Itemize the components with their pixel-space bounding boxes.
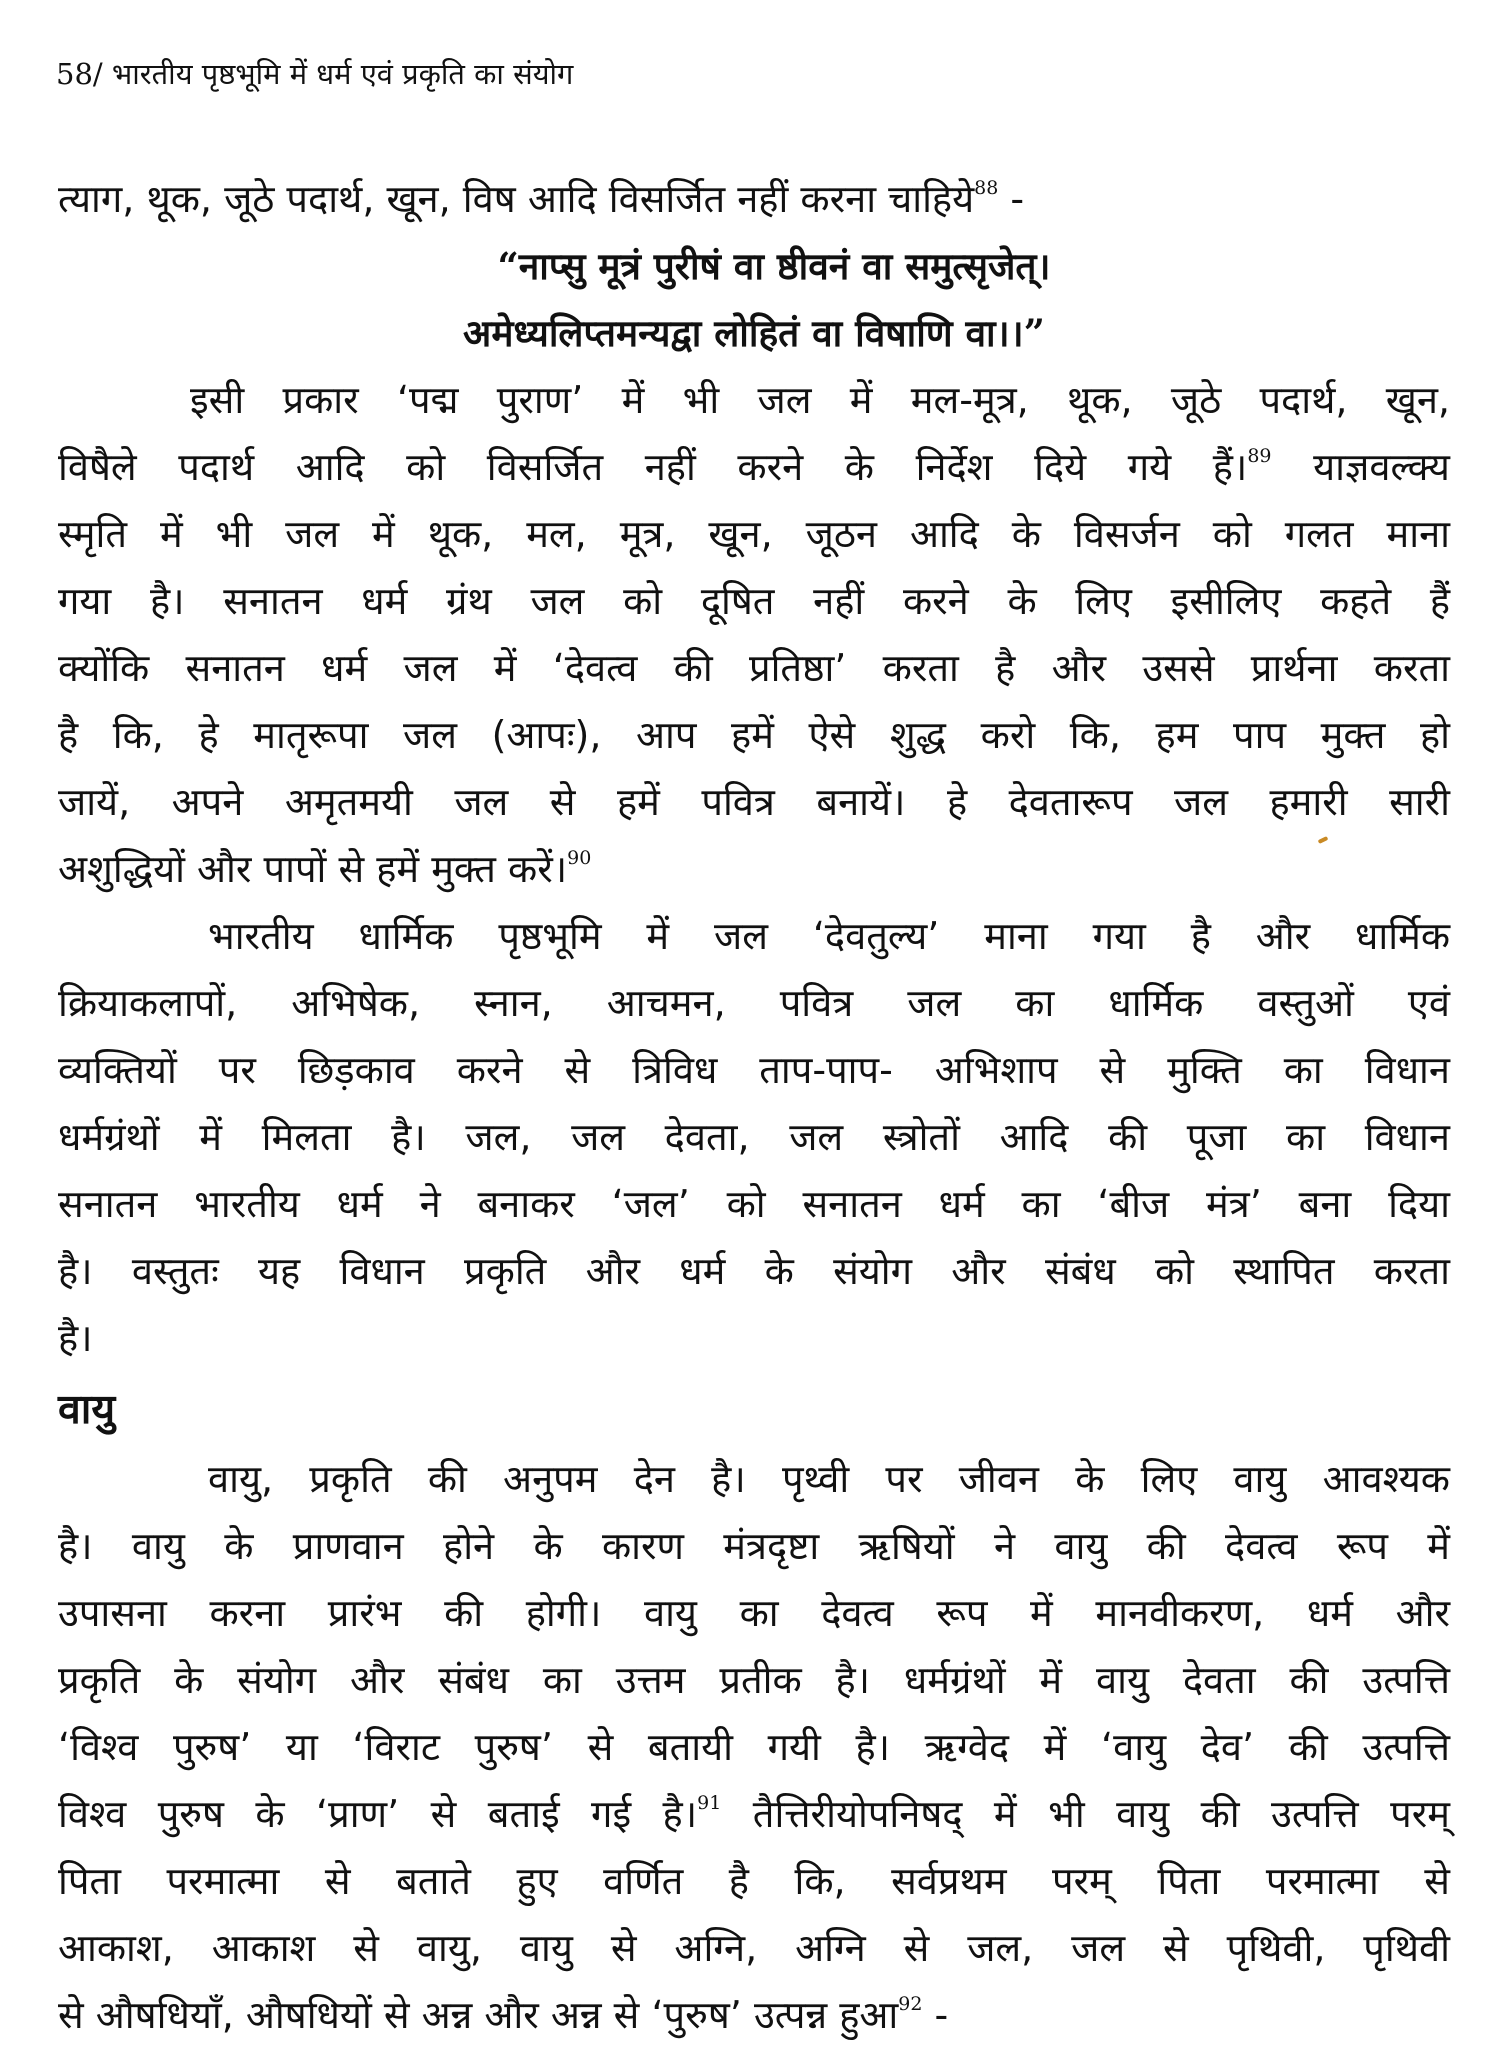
text-line: पिता परमात्मा से बताते हुए वर्णित है कि, सर्वप्रथम परम् पिता परमात्मा से — [58, 1859, 1450, 1903]
text-line — [58, 434, 1450, 501]
line-text: विश्व पुरुष के ‘प्राण’ से बताई गई है। — [58, 1792, 698, 1836]
line-text: याज्ञवल्क्य — [1271, 445, 1450, 489]
text-line: ‘विश्व पुरुष’ या ‘विराट पुरुष’ से बतायी गयी है। ऋग्वेद में ‘वायु देव’ की उत्पत्ति — [58, 1725, 1450, 1769]
page-body — [58, 166, 1450, 2049]
line-text: - — [922, 1993, 949, 2037]
text-line — [58, 836, 1450, 903]
line-text: त्याग, थूक, जूठे पदार्थ, खून, विष आदि विसर्जित नहीं करना चाहिये — [58, 177, 975, 221]
text-line: वायु, प्रकृति की अनुपम देन है। पृथ्वी पर जीवन के लिए वायु आवश्यक — [208, 1457, 1450, 1501]
text-line: है। — [58, 1316, 93, 1360]
footnote-ref: 88 — [974, 177, 999, 199]
text-line — [58, 1982, 1450, 2049]
text-line: भारतीय धार्मिक पृष्ठभूमि में जल ‘देवतुल्य’ माना गया है और धार्मिक — [208, 914, 1450, 958]
footnote-ref: 92 — [898, 1993, 923, 2015]
line-text: से औषधियाँ, औषधियों से अन्न और अन्न से ‘पुरुष’ उत्पन्न हुआ — [58, 1993, 899, 2037]
text-line: है। वस्तुतः यह विधान प्रकृति और धर्म के संयोग और संबंध को स्थापित करता — [58, 1249, 1450, 1293]
running-head: 58/ भारतीय पृष्ठभूमि में धर्म एवं प्रकृति का संयोग — [56, 57, 574, 91]
text-line: जायें, अपने अमृतमयी जल से हमें पवित्र बनायें। हे देवतारूप जल हमारी सारी — [58, 780, 1450, 824]
text-line: क्योंकि सनातन धर्म जल में ‘देवत्व की प्रतिष्ठा’ करता है और उससे प्रार्थना करता — [58, 646, 1450, 690]
line-text: अशुद्धियों और पापों से हमें मुक्त करें। — [58, 847, 568, 891]
text-line — [58, 1781, 1450, 1848]
verse-line: “नाप्सु मूत्रं पुरीषं वा ष्ठीवनं वा समुत्सृजेत्। — [497, 244, 1051, 288]
text-line: व्यक्तियों पर छिड़काव करने से त्रिविध ताप-पाप- अभिशाप से मुक्ति का विधान — [58, 1048, 1450, 1092]
text-line: प्रकृति के संयोग और संबंध का उत्तम प्रतीक है। धर्मग्रंथों में वायु देवता की उत्पत्ति — [58, 1658, 1450, 1702]
text-line: है। वायु के प्राणवान होने के कारण मंत्रदृष्टा ऋषियों ने वायु की देवत्व रूप में — [58, 1524, 1450, 1568]
verse-line: अमेध्यलिप्तमन्यद्वा लोहितं वा विषाणि वा।।” — [463, 311, 1045, 355]
text-line: इसी प्रकार ‘पद्म पुराण’ में भी जल में मल-मूत्र, थूक, जूठे पदार्थ, खून, — [190, 378, 1450, 422]
text-line: क्रियाकलापों, अभिषेक, स्नान, आचमन, पवित्र जल का धार्मिक वस्तुओं एवं — [58, 981, 1450, 1025]
footnote-ref: 89 — [1247, 445, 1272, 467]
text-line: सनातन भारतीय धर्म ने बनाकर ‘जल’ को सनातन धर्म का ‘बीज मंत्र’ बना दिया — [58, 1182, 1450, 1226]
text-line: है कि, हे मातृरूपा जल (आपः), आप हमें ऐसे शुद्ध करो कि, हम पाप मुक्त हो — [58, 713, 1450, 757]
footnote-ref: 90 — [567, 847, 592, 869]
text-line: आकाश, आकाश से वायु, वायु से अग्नि, अग्नि से जल, जल से पृथिवी, पृथिवी — [58, 1926, 1450, 1970]
line-text: - — [998, 177, 1025, 221]
text-line: गया है। सनातन धर्म ग्रंथ जल को दूषित नहीं करने के लिए इसीलिए कहते हैं — [58, 579, 1450, 623]
text-line — [58, 166, 1450, 233]
section-heading: वायु — [58, 1385, 116, 1433]
text-line: धर्मग्रंथों में मिलता है। जल, जल देवता, जल स्त्रोतों आदि की पूजा का विधान — [58, 1115, 1450, 1159]
line-text: विषैले पदार्थ आदि को विसर्जित नहीं करने के निर्देश दिये गये हैं। — [58, 445, 1248, 489]
text-line: स्मृति में भी जल में थूक, मल, मूत्र, खून, जूठन आदि के विसर्जन को गलत माना — [58, 512, 1450, 556]
text-line: उपासना करना प्रारंभ की होगी। वायु का देवत्व रूप में मानवीकरण, धर्म और — [58, 1591, 1450, 1635]
line-text: तैत्तिरीयोपनिषद् में भी वायु की उत्पत्ति परम् — [721, 1792, 1450, 1836]
footnote-ref: 91 — [697, 1792, 722, 1814]
